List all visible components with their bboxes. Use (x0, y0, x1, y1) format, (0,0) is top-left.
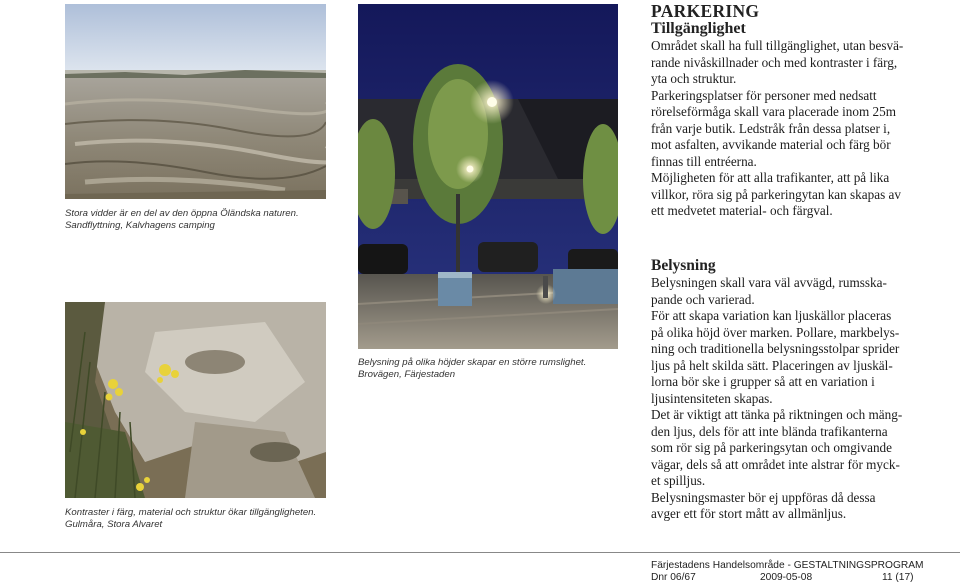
text-line: på olika höjd över marken. Pollare, markbelys- (651, 324, 900, 340)
caption-line: Kontraster i färg, material och struktur ökar tillgängligheten. (65, 507, 317, 518)
paragraph (651, 275, 951, 308)
footer-program: Färjestadens Handelsområde - GESTALTNINGSPROGRAM (651, 560, 924, 571)
text-line: rörelseförmåga skall vara placerade inom 25m (651, 104, 896, 119)
paragraph (651, 88, 951, 171)
caption-line: Sandflyttning, Kalvhagens camping (65, 220, 215, 232)
text-line: Det är viktigt att tänka på riktningen och mäng- (651, 407, 903, 422)
text-line: För att skapa variation kan ljuskällor placeras (651, 308, 892, 323)
caption-landscape (65, 208, 335, 233)
paragraph (651, 38, 951, 88)
footer-page-number: 11 (17) (882, 572, 914, 583)
text-line: ljusintensiteten skapas. (651, 390, 773, 406)
text-line: Området skall ha full tillgänglighet, utan besvä- (651, 38, 904, 53)
text-line: Möjligheten för att alla trafikanter, att på lika (651, 170, 890, 185)
footer-date: 2009-05-08 (760, 572, 813, 583)
text-line: pande och varierad. (651, 291, 755, 307)
text-line: yta och struktur. (651, 71, 737, 86)
text-line: et spilljus. (651, 473, 706, 488)
text-line: Belysningen skall vara väl avvägd, rumsska- (651, 275, 887, 290)
text-line: villkor, röra sig på parkeringytan kan skapas av (651, 186, 901, 202)
text-line: Belysningsmaster bör ej uppföras då dessa (651, 489, 876, 505)
caption-night-parking (358, 357, 628, 382)
paragraph (651, 407, 951, 490)
paragraph (651, 308, 951, 407)
text-line: ett medvetet material- och färgval. (651, 203, 833, 218)
paragraph (651, 490, 951, 523)
caption-line: Stora vidder är en del av den öppna Öländska naturen. (65, 208, 299, 219)
text-line: som rör sig på parkeringsytan och omgivande (651, 440, 892, 455)
section-title: PARKERING (651, 1, 760, 21)
text-line: finnas till entréerna. (651, 153, 757, 169)
footer-dnr: Dnr 06/67 (651, 572, 696, 583)
text-line: vägar, dels så att området inte alstrar för myck- (651, 456, 900, 472)
paragraph (651, 170, 951, 220)
section-subtitle: Tillgänglighet (651, 20, 746, 37)
rock-flowers-photo (65, 302, 326, 498)
caption-line: Belysning på olika höjder skapar en större rumslighet. (358, 357, 587, 368)
section-belysning (651, 257, 951, 523)
section-parkering (651, 2, 951, 220)
night-parking-photo (358, 4, 618, 349)
section-title: Belysning (651, 257, 716, 274)
text-line: lorna bör ske i grupper så att en variation i (651, 374, 875, 389)
text-line: rande nivåskillnader och med kontraster i färg, (651, 54, 898, 70)
caption-rock-flowers (65, 507, 335, 532)
footer-divider (0, 552, 960, 553)
text-line: ljus på helt skilda sätt. Placeringen av ljuskäl- (651, 357, 893, 373)
text-line: den ljus, dels för att inte blända trafikanterna (651, 423, 888, 439)
text-line: Parkeringsplatser för personer med nedsatt (651, 87, 877, 103)
text-line: avger ett för stort mått av allmänljus. (651, 506, 847, 521)
caption-line: Gulmåra, Stora Alvaret (65, 519, 163, 531)
text-line: ning och traditionella belysningsstolpar sprider (651, 341, 900, 356)
text-line: mot asfalten, avvikande material och färg bör (651, 137, 891, 152)
text-line: från varje butik. Ledstråk från dessa platser i, (651, 120, 891, 136)
caption-line: Brovägen, Färjestaden (358, 369, 456, 381)
landscape-photo (65, 4, 326, 199)
